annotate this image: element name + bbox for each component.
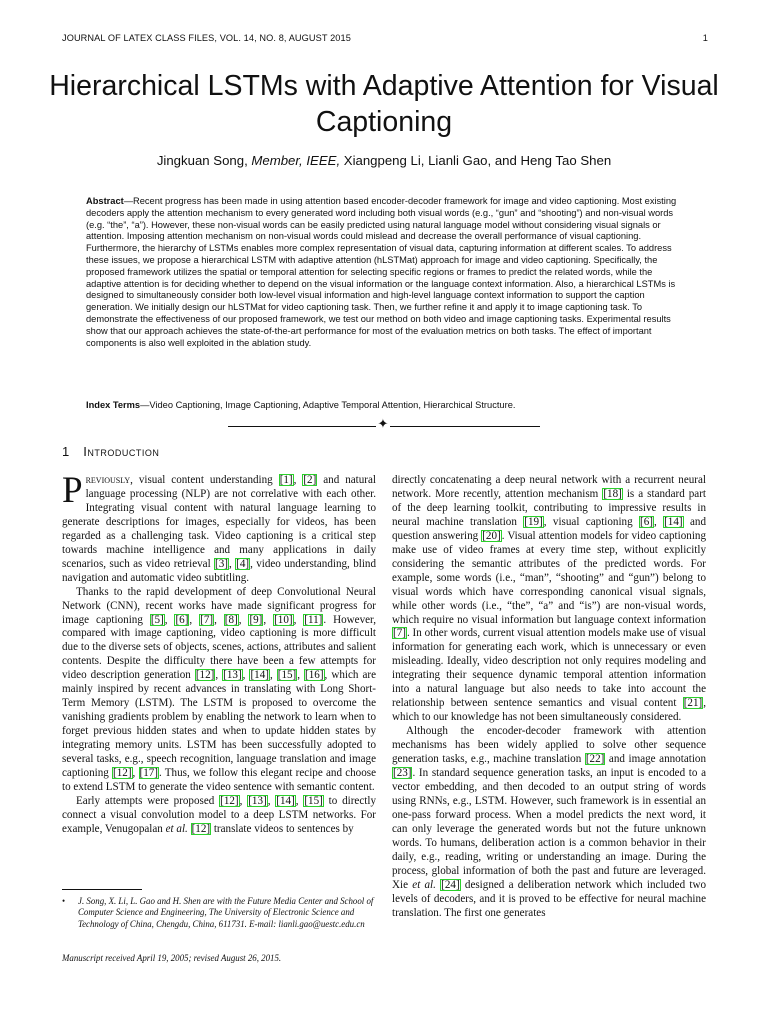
citation-link[interactable]: [7] xyxy=(393,627,406,640)
author-others: Xiangpeng Li, Lianli Gao, and Heng Tao Shen xyxy=(343,153,612,168)
author-line xyxy=(40,153,728,168)
citation-link[interactable]: [1] xyxy=(279,474,293,486)
citation-link[interactable]: [22] xyxy=(585,753,605,766)
index-terms-text: —Video Captioning, Image Captioning, Adaptive Temporal Attention, Hierarchical Structure. xyxy=(140,400,516,410)
citation-link[interactable]: [24] xyxy=(441,878,460,891)
citation-link[interactable]: [16] xyxy=(305,669,324,682)
citation-link[interactable]: [3] xyxy=(215,557,228,570)
citation-link[interactable]: [14] xyxy=(250,669,269,682)
abstract-text: —Recent progress has been made in using attention based encoder-decoder framework for image and video captioning. Most existing decoders apply the attention mechanism to every generated word including both visual words (e.g., “gun” and “shooting”) and non-visual words (e.g. “the”, “a”). However, these non-visual words can be easily predicted using natural language model without considering visual signals or attention. Imposing attention mechanism on non-visual words could mislead and decrease the overall performance of visual captioning. Furthermore, the hierarchy of LSTMs enables more complex representation of visual data, capturing information at different scales. To address these issues, we propose a hierarchical LSTM with adaptive attention (hLSTMat) approach for image and video captioning. Specifically, the proposed framework utilizes the spatial or temporal attention for selecting specific regions or frames to predict the related words, while the adaptive attention is for deciding whether to depend on the visual information or the language context information. Also, a hierarchical LSTMs is designed to simultaneously consider both low-level visual information and high-level language context information to support the caption generation. We initially design our hLSTMat for video captioning task. Then, we further refine it and apply it to image captioning task. To demonstrate the effectiveness of our proposed framework, we test our method on both video and image captioning tasks. Experimental results show that our approach achieves the state-of-the-art performance for most of the evaluation metrics on both tasks. The effect of important components is also well exploited in the ablation study. xyxy=(86,196,677,348)
section-number: 1 xyxy=(62,444,70,459)
section-title: Introduction xyxy=(83,444,160,459)
citation-link[interactable]: [6] xyxy=(640,515,653,528)
citation-link[interactable]: [23] xyxy=(393,767,412,780)
abstract-label: Abstract xyxy=(86,196,124,206)
section-heading xyxy=(62,444,159,459)
citation-link[interactable]: [8] xyxy=(224,613,238,626)
citation-link[interactable]: [4] xyxy=(236,557,250,570)
citation-link[interactable]: [15] xyxy=(304,794,323,807)
citation-link[interactable]: [13] xyxy=(248,794,267,807)
intro-paragraph-4: directly concatenating a deep neural network with a recurrent neural network. More recently, attention mechanism [18] is a standard part of the deep learning toolkit, contributing to impressive results in neural machine translation [19], visual captioning [6], [14] and question answering [20]. Visual attention models for video captioning make use of video frames at every time step, without explicitly considering the semantic attributes of the predicted words. For example, some words (i.e., “man”, “shooting” and “gun”) belong to visual words which have corresponding canonical visual signals, while other words (i.e., “the”, “a” and “is”) are non-visual words, which require no visual information but language context information [7]. In other words, current visual attention models make use of visual information for generating each work, which is unnecessary or even misleading. Ideally, video description not only requires modeling and integrating their sequence dynamic temporal attention information into a natural language but also needs to take into account the relationship between sentence semantics and visual content [21], which to our knowledge has not been simultaneously considered. xyxy=(392,474,707,724)
citation-link[interactable]: [13] xyxy=(223,669,242,682)
affiliation-footnote xyxy=(62,896,376,930)
intro-paragraph-5: Although the encoder-decoder framework with attention mechanisms has been widely applied to solve other sequence generation tasks, e.g., machine translation [22] and image annotation [23]. In standard sequence generation tasks, an input is encoded to a vector embedding, and then decoded to an output string of words using RNNs, e.g., LSTM. However, such framework is in essential an one-pass forward process. When a model predicts the next word, it can only leverage the generated words but not the future unknown words. To humans, deliberation action is a common behavior in their daily, e.g., reading, writing or understanding an image. During the process, global information of both the past and future are leveraged. Xie et al. [24] designed a deliberation network which included two levels of decoders, and it is proved to be effective for neural machine translation. The first one generates xyxy=(392,725,706,919)
manuscript-note: Manuscript received April 19, 2005; revised August 26, 2015. xyxy=(62,953,282,963)
intro-paragraph-1: Previously, visual content understanding [1], [2] and natural language processing (NLP) are not correlative with each other. Integrating visual content with natural language learning to generate descriptions for images, especially for videos, has been regarded as a challenging task. Video captioning is a critical step towards machine intelligence and many applications in daily scenarios, such as video retrieval [3], [4], video understanding, blind navigation and automatic video subtitling. xyxy=(62,470,376,584)
running-head-text: JOURNAL OF LATEX CLASS FILES, VOL. 14, NO. 8, AUGUST 2015 xyxy=(62,33,351,43)
footnote-rule xyxy=(62,889,142,890)
citation-link[interactable]: [2] xyxy=(303,474,317,486)
author-1: Jingkuan Song, xyxy=(156,153,248,168)
page-number: 1 xyxy=(702,33,708,43)
citation-link[interactable]: [21] xyxy=(683,697,703,710)
right-column xyxy=(392,474,706,921)
index-terms-label: Index Terms xyxy=(86,400,141,410)
citation-link[interactable]: [14] xyxy=(664,515,683,528)
left-column xyxy=(62,470,377,837)
divider-diamond-icon: ✦ xyxy=(377,417,389,432)
abstract xyxy=(86,196,684,349)
drop-cap: P xyxy=(62,470,83,511)
citation-link[interactable]: [15] xyxy=(277,669,297,682)
citation-link[interactable]: [18] xyxy=(603,487,622,500)
citation-link[interactable]: [19] xyxy=(524,515,543,528)
citation-link[interactable]: [9] xyxy=(249,613,263,626)
index-terms xyxy=(86,399,684,411)
citation-link[interactable]: [12] xyxy=(220,794,239,807)
running-head xyxy=(62,33,708,47)
author-1-role: Member, IEEE, xyxy=(251,153,341,168)
citation-link[interactable]: [10] xyxy=(274,613,293,626)
citation-link[interactable]: [17] xyxy=(139,767,158,780)
citation-link[interactable]: [7] xyxy=(200,613,214,626)
intro-paragraph-3: Early attempts were proposed [12], [13], [14], [15] to directly connect a visual convolution model to a deep LSTM networks. For example, Venugopalan et al. [12] translate videos to sentences by xyxy=(62,794,376,835)
citation-link[interactable]: [14] xyxy=(276,794,295,807)
lead-word: reviously, xyxy=(85,474,133,486)
intro-paragraph-2: Thanks to the rapid development of deep Convolutional Neural Network (CNN), recent works have made significant progress for image captioning [5], [6], [7], [8], [9], [10], [11]. However, compared with image captioning, video captioning is more difficult due to the diverse sets of objects, scenes, actions, attributes and salient contents. Despite the difficulty there have been a few attempts for video description generation [12], [13], [14], [15], [16], which are mainly inspired by recent advances in translating with Long Short-Term Memory (LSTM). The LSTM is proposed to overcome the vanishing gradients problem by enabling the network to learn when to forget previous hidden states and when to update hidden states by integrating memory units. LSTM has been successfully adopted to several tasks, e.g., speech recognition, language translation and image captioning [12], [17]. Thus, we follow this elegant recipe and choose to extend LSTM to generate the video sentence with semantic content. xyxy=(62,585,377,793)
citation-link[interactable]: [6] xyxy=(175,613,189,626)
paper-title: Hierarchical LSTMs with Adaptive Attention for Visual Captioning xyxy=(49,70,719,138)
citation-link[interactable]: [11] xyxy=(304,613,323,626)
citation-link[interactable]: [20] xyxy=(482,529,501,542)
footnote-text: J. Song, X. Li, L. Gao and H. Shen are with the Future Media Center and School of Computer Science and Engineering, The University of Electronic Science and Technology of China, Chengdu, China, 611731. E-mail: lianli.gao@uestc.edu.cn xyxy=(78,896,374,929)
citation-link[interactable]: [12] xyxy=(191,822,211,835)
citation-link[interactable]: [5] xyxy=(150,613,164,626)
bullet-icon: • xyxy=(62,896,66,906)
citation-link[interactable]: [12] xyxy=(195,669,215,682)
citation-link[interactable]: [12] xyxy=(113,767,132,780)
